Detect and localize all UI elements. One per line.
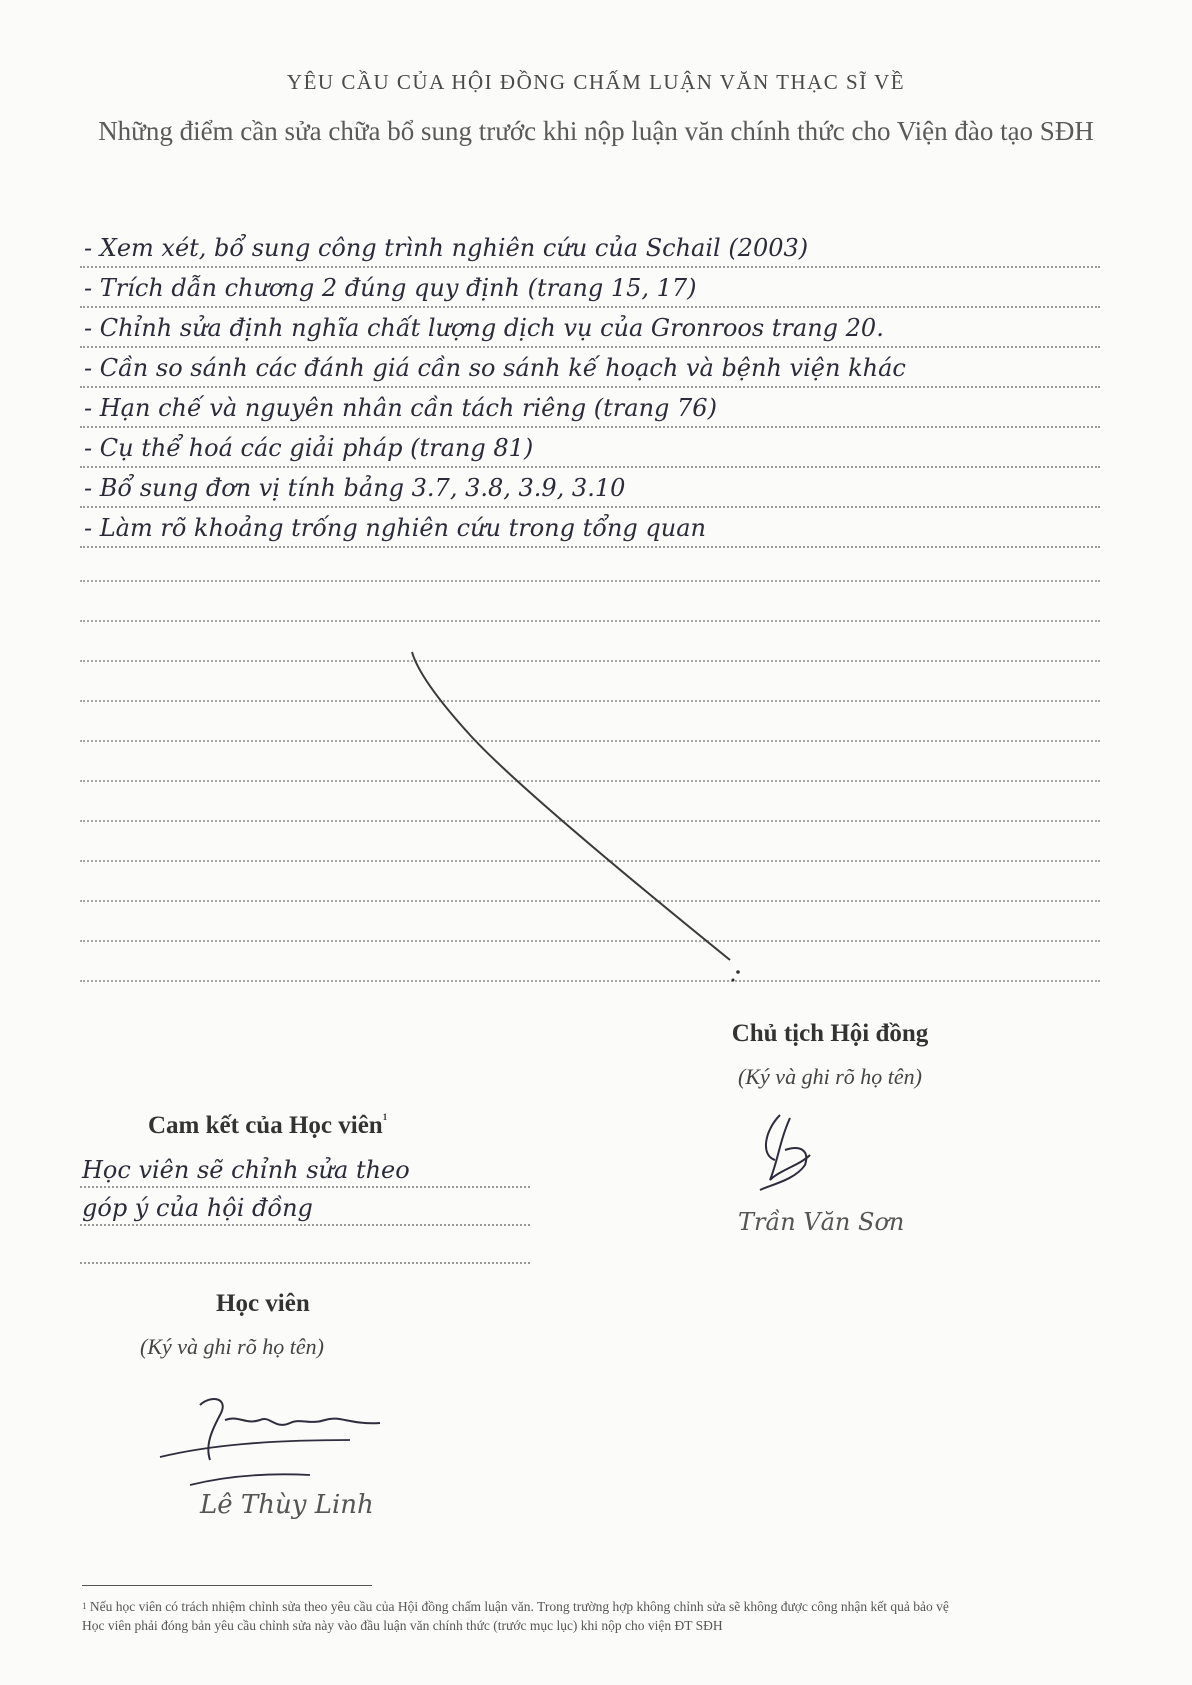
blank-dotted-line [80,1228,530,1264]
page-subtitle: Những điểm cần sửa chữa bổ sung trước khi nộp luận văn chính thức cho Viện đào tạo SĐH [98,116,1094,146]
requirement-text: - Bổ sung đơn vị tính bảng 3.7, 3.8, 3.9, 3.10 [84,474,626,502]
requirement-text: - Xem xét, bổ sung công trình nghiên cứu của Schail (2003) [84,234,809,262]
chairman-title: Chủ tịch Hội đồng [731,1020,929,1047]
chairman-name: Trần Văn Sơn [738,1208,905,1236]
pledge-title-text: Cam kết của Học viên [148,1112,383,1139]
footnote-1 [82,1597,1122,1616]
chairman-signature [750,1110,840,1200]
requirement-text: - Cụ thể hoá các giải pháp (trang 81) [84,434,534,462]
page-title: YÊU CẦU CỦA HỘI ĐỒNG CHẤM LUẬN VĂN THẠC SĨ VỀ [286,70,906,94]
pledge-footnote-mark: 1 [382,1112,388,1122]
pledge-text: góp ý của hội đồng [82,1194,313,1222]
student-name: Lê Thùy Linh [200,1490,374,1520]
footnote-mark: 1 [82,1601,87,1611]
requirement-text: - Làm rõ khoảng trống nghiên cứu trong tổng quan [84,514,706,542]
requirement-text: - Hạn chế và nguyên nhân cần tách riêng (trang 76) [84,394,717,422]
footnote-divider [82,1585,372,1586]
requirement-text: - Chỉnh sửa định nghĩa chất lượng dịch vụ của Gronroos trang 20. [84,314,884,342]
pledge-title [148,1112,387,1140]
student-note: (Ký và ghi rõ họ tên) [140,1334,324,1359]
footnote-2: Học viên phải đóng bản yêu cầu chỉnh sửa này vào đầu luận văn chính thức (trước mục lục) khi nộp cho viện ĐT SĐH [82,1618,723,1633]
pledge-text: Học viên sẽ chỉnh sửa theo [82,1156,410,1184]
pledge-line [80,1190,530,1226]
student-signature [150,1385,410,1495]
student-title: Học viên [216,1290,310,1317]
chairman-note: (Ký và ghi rõ họ tên) [738,1064,922,1089]
requirement-text: - Trích dẫn chương 2 đúng quy định (trang 15, 17) [84,274,697,302]
footnotes [82,1597,1122,1635]
pledge-line [80,1152,530,1188]
requirement-text: - Cần so sánh các đánh giá cần so sánh kế hoạch và bệnh viện khác [84,354,906,382]
footnote-1-text: Nếu học viên có trách nhiệm chỉnh sửa theo yêu cầu của Hội đồng chấm luận văn. Trong trường hợp không chỉnh sửa sẽ không được công nhận kết quả bảo vệ [89,1599,949,1614]
